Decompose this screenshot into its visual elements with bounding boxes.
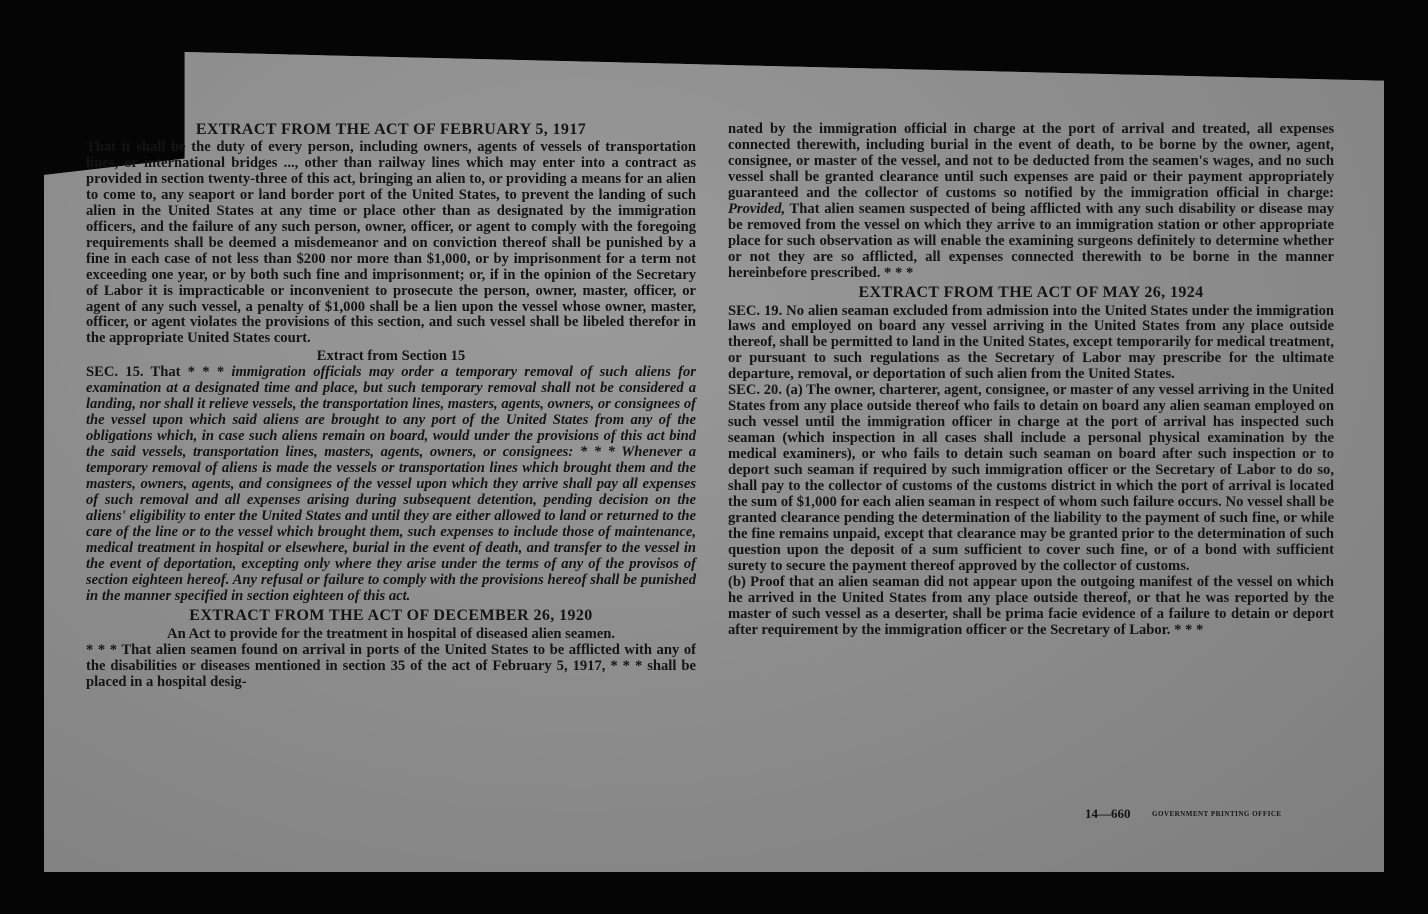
paragraph-sec-20b: (b) Proof that an alien seaman did not appear upon the outgoing manifest of the vessel on which he arrived in the United States from any place outside thereof, or that he was reported by the master of such vessel as a deserter, shall be prima facie evidence of a failure to detain or deport after requirement by the immigration officer or the Secretary of Labor. * * * [728, 573, 1334, 638]
paragraph-sec-19: SEC. 19. No alien seaman excluded from admission into the United States under the immigration laws and employed on board any vessel arriving in the United States from any place outside thereof, shall be permitted to land in the United States, except temporarily for medical treatment, or pursuant to such regulations as the Secretary of Labor may prescribe for the ultimate departure, removal, or deportation of such alien from the United States. [728, 302, 1334, 383]
act-title-1920: An Act to provide for the treatment in hospital of diseased alien seamen. [167, 625, 615, 642]
heading-section-15: Extract from Section 15 [316, 348, 466, 365]
heading-act-1917: EXTRACT FROM THE ACT OF FEBRUARY 5, 1917 [195, 121, 587, 138]
paragraph-1917-duty: That it shall be the duty of every person, including owners, agents of vessels of transportation lines, or international bridges ..., other than railway lines which may enter into a contract as provided in section twenty-three of this act, bringing an alien to, or providing a means for an alien to come to, any seaport or land border port of the United States, to prevent the landing of such alien in the United States at any time or place other than as designated by the immigration officers, and the failure of any such person, owner, officer, or agent to comply with the foregoing requirements shall be deemed a misdemeanor and on conviction thereof shall be punished by a fine in each case of not less than $200 nor more than $1,000, or by imprisonment for a term not exceeding one year, or by both such fine and imprisonment; or, if in the opinion of the Secretary of Labor it is impracticable or inconvenient to prosecute the person, owner, master, officer, or agent of any such vessel, a penalty of $1,000 shall be a lien upon the vessel whose owner, master, officer, or agent violates the provisions of this section, and such vessel shall be libeled therefor in the appropriate United States court. [86, 139, 696, 347]
proviso: Provided, [728, 200, 786, 217]
heading-act-1920: EXTRACT FROM THE ACT OF DECEMBER 26, 1920 [189, 606, 593, 624]
sec15-lead: SEC. 15. That * * * [86, 364, 232, 381]
sec15-body: immigration officials may order a temporary removal of such aliens for examination at a designated time and place, but such temporary removal shall not be considered a landing, nor shall it relieve vessels, the transportation lines, masters, agents, owners, or consignees of the vessel upon which said aliens are brought to any port of the United States from any of the obligations which, in case such aliens remain on board, would under the provisions of this act bind the said vessels, transportation lines, masters, agents, owners, or consignees: * * * Whenever a temporary removal of aliens is made the vessels or transportation lines which brought them and the masters, owners, agents, and consignees of the vessel upon which they arrive shall pay all expenses of such removal and all expenses arising during subsequent detention, pending decision on the aliens' eligibility to enter the United States and until they are either allowed to land or returned to the care of the line or to the vessel which brought them, such expenses to include those of maintenance, medical treatment in hospital or elsewhere, burial in the event of death, and transfer to the vessel in the event of deportation, excepting only where they arise under the terms of any of the provisos of section eighteen hereof. Any refusal or failure to comply with the provisions hereof shall be punished in the manner specified in section eighteen of this act. [86, 364, 696, 604]
form-code: 14—660 [1085, 806, 1131, 821]
paragraph-continuation [728, 122, 1334, 282]
paragraph-1920-seamen: * * * That alien seamen found on arrival in ports of the United States to be afflicted with any of the disabilities or diseases mentioned in section 35 of the act of February 5, 1917, * * * shall be placed in a hospital desig- [86, 641, 696, 690]
right-column [728, 122, 1334, 639]
continuation-a: nated by the immigration official in charge at the port of arrival and treated, all expenses connected therewith, including burial in the event of death, to be borne by the owner, agent, consignee, or master of the vessel, and not to be deducted from the seamen's wages, and no such vessel shall be granted clearance until such expenses are paid or their payment appropriately guaranteed and the collector of customs so notified by the immigration official in charge: [728, 121, 1334, 201]
continuation-b: That alien seamen suspected of being afflicted with any such disability or disease may be removed from the vessel on which they arrive to an immigration station or other appropriate place for such observation as will enable the examining surgeons definitely to determine whether or not they are so afflicted, all expenses connected therewith to be borne in the manner hereinbefore prescribed. * * * [728, 200, 1334, 281]
heading-act-1924: EXTRACT FROM THE ACT OF MAY 26, 1924 [858, 283, 1204, 301]
paragraph-sec-20a: SEC. 20. (a) The owner, charterer, agent, consignee, or master of any vessel arriving in the United States from any place outside thereof who fails to detain on board any alien seaman employed on such vessel until the immigration officer in charge at the port of arrival has inspected such seaman (which inspection in all cases shall include a personal physical examination by the medical examiners), or who fails to detain such seaman on board after such inspection or to deport such seaman if required by such immigration officer or the Secretary of Labor to do so, shall pay to the collector of customs of the customs district in which the port of arrival is located the sum of $1,000 for each alien seaman in respect of whom such failure occurs. No vessel shall be granted clearance pending the determination of the liability to the payment of such fine, or while the fine remains unpaid, except that clearance may be granted prior to the determination of such question upon the deposit of a sum sufficient to cover such fine, or of a bond with sufficient surety to secure the payment thereof approved by the collector of customs. [728, 382, 1334, 574]
paragraph-section-15 [86, 365, 696, 604]
left-column [86, 120, 696, 691]
printer-credit: GOVERNMENT PRINTING OFFICE [1152, 810, 1282, 818]
